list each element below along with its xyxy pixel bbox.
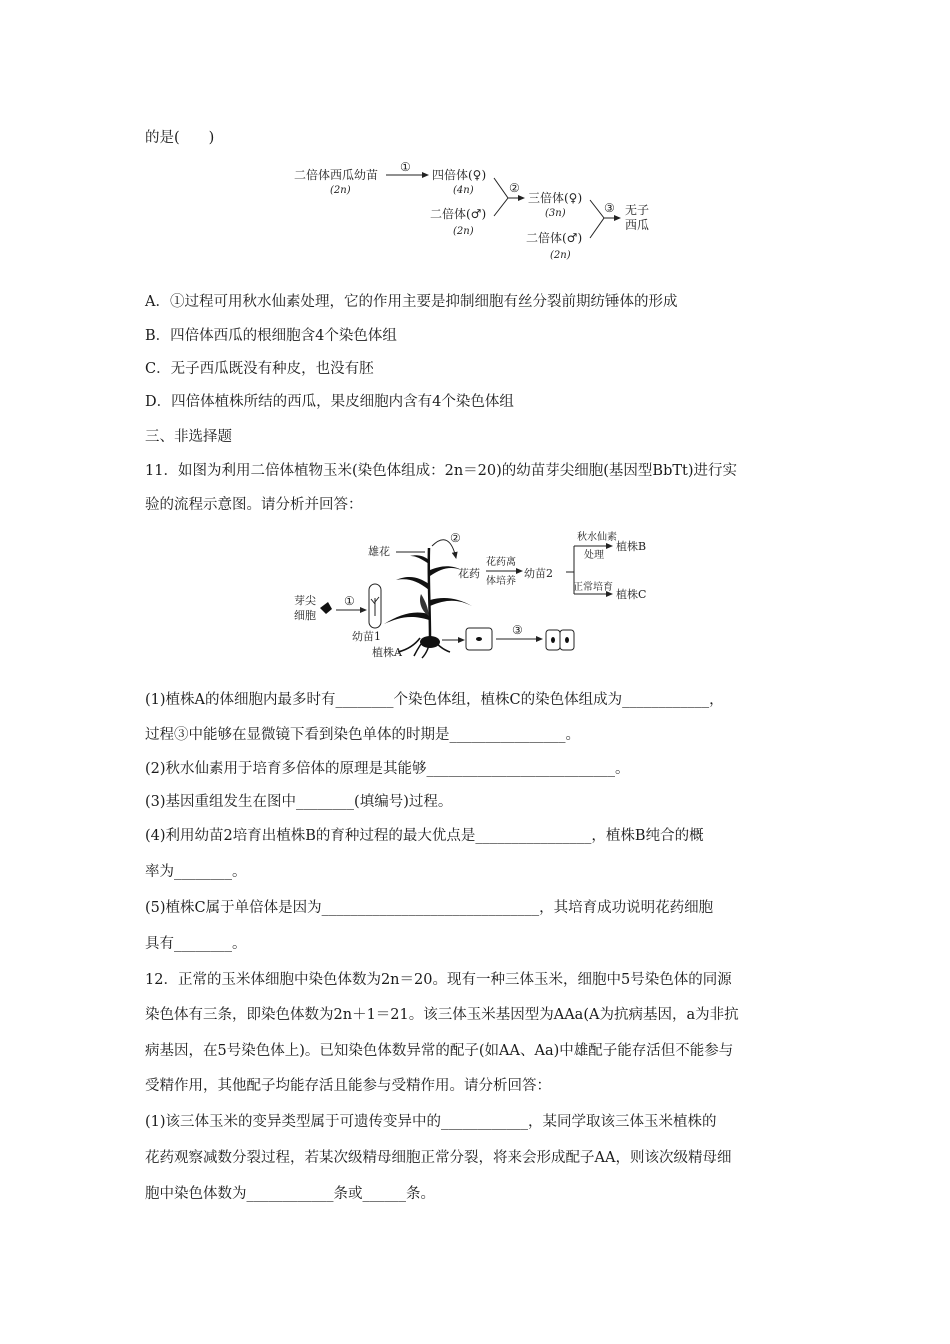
male-flower-label: 雄花	[368, 545, 390, 558]
step3-number: ③	[604, 201, 615, 215]
anther-culture-label-2: 体培养	[486, 576, 516, 587]
triploid-ploidy: (3n)	[545, 208, 566, 219]
q11-part3: (3)基因重组发生在图中________(填编号)过程。	[145, 794, 453, 810]
diploid-male-ploidy-2: (2n)	[550, 250, 571, 261]
seedling-in-tube-icon	[371, 597, 379, 616]
triploid-female-label: 三倍体(♀)	[528, 191, 583, 205]
question-10-stem-end: 的是( )	[145, 130, 215, 146]
step3-number: ③	[512, 623, 523, 637]
colchicine-label-1: 秋水仙素	[577, 532, 617, 543]
seedling-1-label: 幼苗1	[352, 630, 381, 643]
option-a: A．①过程可用秋水仙素处理，它的作用主要是抑制细胞有丝分裂前期纺锤体的形成	[145, 294, 678, 310]
q11-part1-line-2: 过程③中能够在显微镜下看到染色单体的时期是________________。	[145, 727, 580, 743]
bud-cell-label-2: 细胞	[294, 609, 316, 622]
question-12-line-2: 染色体有三条，即染色体数为2n＋1＝21。该三体玉米基因型为AAa(A为抗病基因，a为非抗	[145, 1007, 739, 1023]
cross2-bracket	[590, 200, 604, 238]
q12-part1-line-1: (1)该三体玉米的变异类型属于可遗传变异中的____________，某同学取该三体玉米植株的	[145, 1114, 717, 1130]
diploid-seedling-ploidy: (2n)	[330, 185, 351, 196]
watermelon-breeding-diagram	[290, 158, 670, 266]
seedling-2-label: 幼苗2	[524, 567, 553, 580]
colchicine-label-2: 处理	[584, 550, 604, 561]
question-11-line-1: 11．如图为利用二倍体植物玉米(染色体组成：2n＝20)的幼苗芽尖细胞(基因型BbTt)进行实	[145, 463, 738, 479]
anther-culture-label-1: 花药离	[486, 557, 516, 568]
option-b: B．四倍体西瓜的根细胞含4个染色体组	[145, 328, 397, 344]
option-d: D．四倍体植株所结的西瓜，果皮细胞内含有4个染色体组	[145, 394, 514, 410]
step2-number: ②	[450, 531, 461, 545]
q11-part1-line-1: (1)植株A的体细胞内最多时有________个染色体组，植株C的染色体组成为____________，	[145, 692, 724, 708]
step2-number: ②	[509, 181, 520, 195]
seedless-watermelon-label-1: 无子	[625, 203, 650, 217]
daughter-nucleus-right-icon	[565, 637, 569, 643]
diploid-male-label-1: 二倍体(♂)	[430, 207, 487, 221]
maize-experiment-diagram	[290, 528, 670, 662]
step1-number: ①	[400, 160, 411, 174]
branch-line	[566, 546, 574, 572]
seedless-watermelon-label-2: 西瓜	[625, 218, 650, 232]
cross1-bracket	[494, 178, 508, 216]
plant-c-label: 植株C	[616, 588, 647, 601]
question-11-line-2: 验的流程示意图。请分析并回答：	[145, 497, 363, 513]
section-heading: 三、非选择题	[145, 429, 232, 445]
bud-cell-label-1: 芽尖	[294, 594, 316, 607]
tetraploid-ploidy: (4n)	[453, 185, 474, 196]
step1-number: ①	[344, 594, 355, 608]
q12-part1-line-3: 胞中染色体数为____________条或______条。	[145, 1186, 435, 1202]
maize-plant-icon	[384, 548, 472, 658]
diploid-male-ploidy-1: (2n)	[453, 226, 474, 237]
q11-part2: (2)秋水仙素用于培育多倍体的原理是其能够__________________________。	[145, 761, 630, 777]
plant-a-label: 植株A	[372, 646, 402, 659]
q11-part4-line-1: (4)利用幼苗2培育出植株B的育种过程的最大优点是________________，植株B纯合的概	[145, 828, 704, 844]
question-12-line-4: 受精作用，其他配子均能存活且能参与受精作用。请分析回答：	[145, 1078, 551, 1094]
question-12-line-3: 病基因，在5号染色体上)。已知染色体数异常的配子(如AA、Aa)中雄配子能存活但不能参与	[145, 1043, 734, 1059]
tetraploid-female-label: 四倍体(♀)	[432, 168, 487, 182]
normal-culture-label: 正常培育	[573, 582, 613, 593]
option-c: C．无子西瓜既没有种皮，也没有胚	[145, 361, 374, 377]
bud-tissue-icon	[320, 602, 332, 614]
q12-part1-line-2: 花药观察减数分裂过程，若某次级精母细胞正常分裂，将来会形成配子AA，则该次级精母细	[145, 1150, 732, 1166]
daughter-nucleus-left-icon	[551, 637, 555, 643]
anther-label: 花药	[458, 567, 480, 580]
q11-part5-line-2: 具有________。	[145, 936, 247, 952]
diploid-male-label-2: 二倍体(♂)	[526, 231, 583, 245]
cell-nucleus-icon	[476, 637, 482, 641]
q11-part5-line-1: (5)植株C属于单倍体是因为______________________________，其培育成功说明花药细胞	[145, 900, 714, 916]
q11-part4-line-2: 率为________。	[145, 864, 247, 880]
question-12-line-1: 12．正常的玉米体细胞中染色体数为2n＝20。现有一种三体玉米，细胞中5号染色体的同源	[145, 972, 732, 988]
plant-b-label: 植株B	[616, 540, 647, 553]
diploid-seedling-label: 二倍体西瓜幼苗	[294, 168, 379, 182]
